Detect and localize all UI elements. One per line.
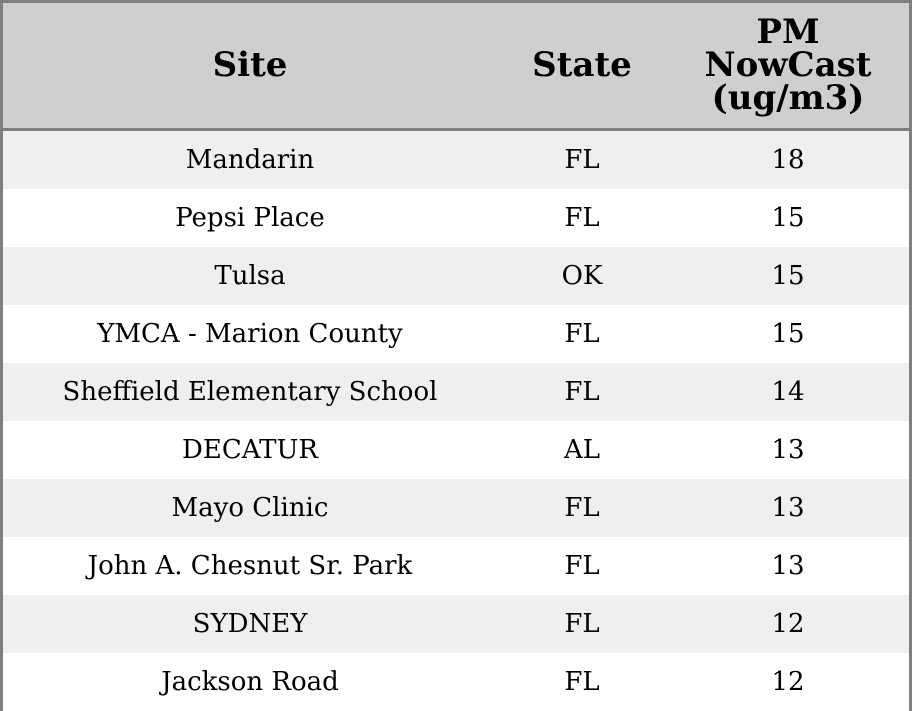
site-cell: Jackson Road — [161, 667, 339, 697]
column-header-pm-nowcast: PM NowCast (ug/m3) — [704, 12, 872, 118]
state-cell: FL — [564, 145, 600, 175]
site-cell: DECATUR — [182, 435, 318, 465]
table-row — [3, 189, 909, 247]
state-cell: FL — [564, 203, 600, 233]
table-row — [3, 363, 909, 421]
state-cell: AL — [563, 435, 601, 465]
table-row — [3, 305, 909, 363]
site-cell: Sheffield Elementary School — [62, 377, 438, 407]
table-row — [3, 421, 909, 479]
table-row — [3, 131, 909, 189]
state-cell: FL — [564, 551, 600, 581]
pm-value-cell: 13 — [771, 435, 805, 465]
state-cell: OK — [561, 261, 603, 291]
table-row — [3, 537, 909, 595]
pm-value-cell: 13 — [771, 493, 805, 523]
state-cell: FL — [564, 493, 600, 523]
table-row — [3, 595, 909, 653]
site-cell: Pepsi Place — [175, 203, 325, 233]
column-header-state: State — [532, 45, 632, 85]
table-row — [3, 247, 909, 305]
state-cell: FL — [564, 319, 600, 349]
state-cell: FL — [564, 377, 600, 407]
table-body — [3, 131, 909, 711]
pm-value-cell: 18 — [771, 145, 805, 175]
site-cell: SYDNEY — [192, 609, 308, 639]
pm-value-cell: 14 — [771, 377, 805, 407]
site-cell: YMCA - Marion County — [97, 319, 403, 349]
table-row — [3, 653, 909, 711]
site-cell: Mandarin — [185, 145, 315, 175]
table-header — [3, 3, 909, 131]
site-cell: John A. Chesnut Sr. Park — [87, 551, 413, 581]
column-header-site: Site — [212, 45, 288, 85]
pm-value-cell: 15 — [771, 203, 805, 233]
pm-value-cell: 15 — [771, 319, 805, 349]
pm-value-cell: 15 — [771, 261, 805, 291]
pm-value-cell: 12 — [771, 667, 805, 697]
state-cell: FL — [564, 609, 600, 639]
site-cell: Mayo Clinic — [171, 493, 329, 523]
state-cell: FL — [564, 667, 600, 697]
site-cell: Tulsa — [214, 261, 286, 291]
pm-value-cell: 13 — [771, 551, 805, 581]
pm-value-cell: 12 — [771, 609, 805, 639]
table-row — [3, 479, 909, 537]
